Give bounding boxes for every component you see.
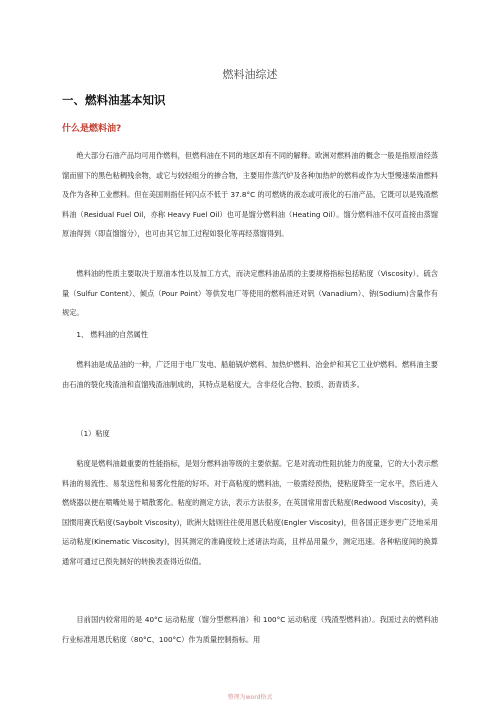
subheading: 什么是燃料油? [62,124,122,134]
document-title: 燃料油综述 [222,68,278,81]
page-footer: 整理为word格式 [227,694,273,701]
section-heading: 一、燃料油基本知识 [62,93,166,107]
paragraph-3: 燃料油是成品油的一种，广泛用于电厂发电、船舶锅炉燃料、加热炉燃料、冶金炉和其它工业炉燃料。燃料油主要由石油的裂化残渣油和直馏残渣油制成的，其特点是粘度大，含非烃化合物、胶质、沥青质多。 [62,360,438,389]
subheading-viscosity: （1）粘度 [76,429,110,438]
paragraph-2: 燃料油的性质主要取决于原油本性以及加工方式，而决定燃料油品质的主要规格指标包括粘度（Viscosity）、硫含量（Sulfur Content）、倾点（Pour Point）等供发电厂等使用的燃料油还对钒（Vanadium）、钠(Sodium)含量作有规定。 [62,269,438,317]
list-heading-1: 1、 燃料油的自然属性 [76,330,148,339]
paragraph-5: 目前国内较常用的是 40°C 运动粘度（馏分型燃料油）和 100°C 运动粘度（残渣型燃料油）。我国过去的燃料油行业标准用恩氏粘度（80°C、100°C）作为质量控制指标。用 [62,615,438,644]
paragraph-4: 粘度是燃料油最重要的性能指标，是划分燃料油等级的主要依据。它是对流动性阻抗能力的度量，它的大小表示燃料油的易流性、易泵送性和易雾化性能的好坏。对于高粘度的燃料油，一般需经预热，使粘度降至一定水平，然后进入燃烧器以便在喷嘴处易于喷散雾化。粘度的测定方法，表示方法很多，在英国常用雷氏粘度(Redwood Viscosity)，美国惯用赛氏粘度(Saybolt Viscosity)，欧洲大陆则往往使用恩氏粘度(Engler Viscosity)，但各国正逐步更广泛地采用运动粘度(Kinematic Viscosity)，因其测定的准确度较上述诸法均高，且样品用量少，测定迅速。各种粘度间的换算通常可通过已预先制好的转换表查得近似值。 [62,459,438,566]
paragraph-1: 绝大部分石油产品均可用作燃料，但燃料油在不同的地区却有不同的解释。欧洲对燃料油的概念一般是指原油经蒸馏而留下的黑色粘稠残余物，或它与较轻组分的掺合物，主要用作蒸汽炉及各种加热炉的燃料或作为大型慢速柴油燃料及作为各种工业燃料。但在美国则指任何闪点不低于 37.8°C 的可燃烧的液态或可液化的石油产品，它既可以是残渣燃料油（Residual Fuel Oil，亦称 Heavy Fuel Oil）也可是馏分燃料油（Heating Oil）。馏分燃料油不仅可直接由蒸馏原油得到（即直馏馏分），也可由其它加工过程如裂化等再经蒸馏得到。 [62,151,438,238]
